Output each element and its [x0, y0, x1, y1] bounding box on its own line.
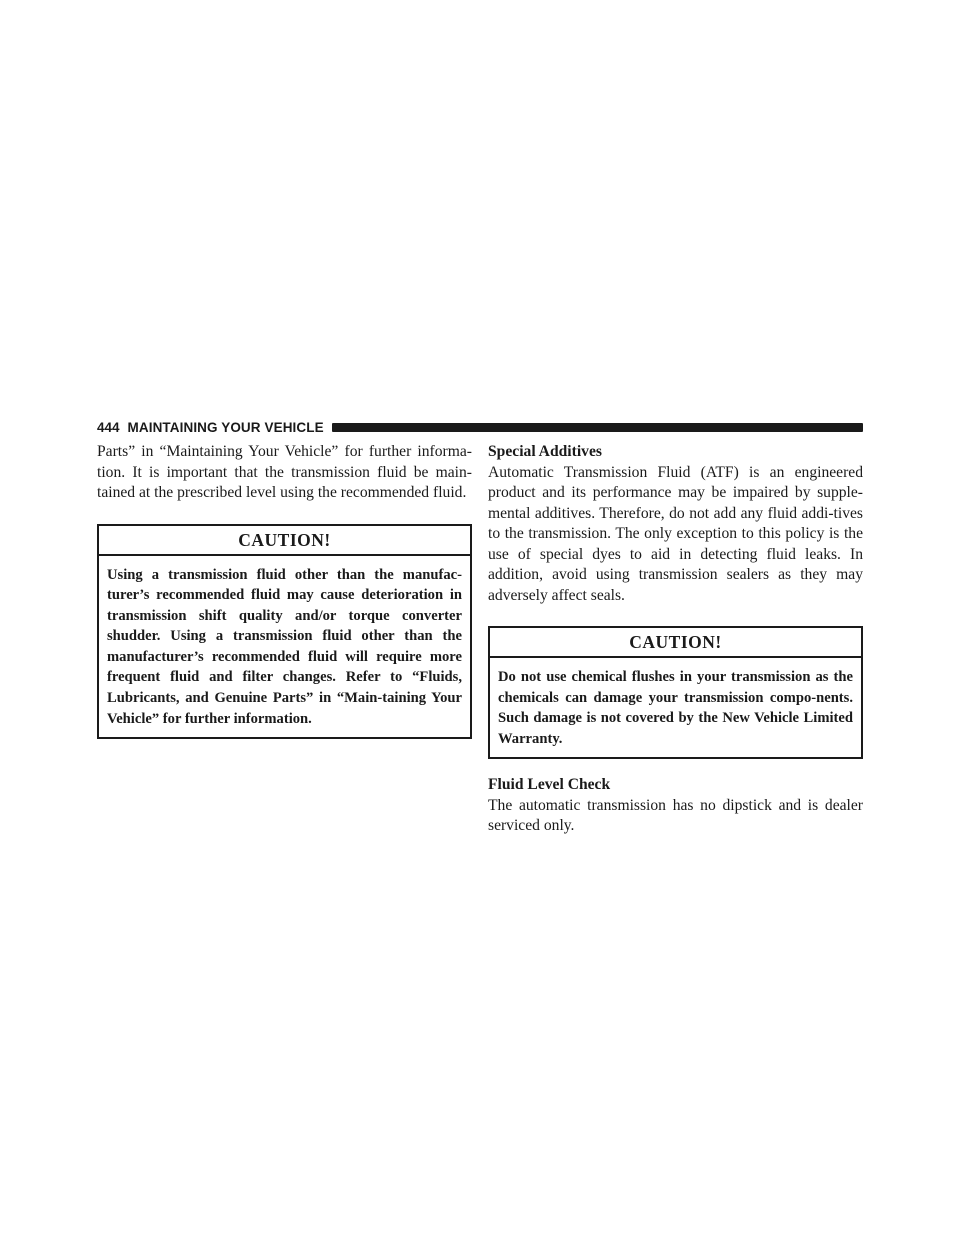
- fluid-level-check-paragraph: The automatic transmission has no dipstick and is dealer serviced only.: [488, 796, 863, 835]
- page-header: [97, 417, 863, 437]
- fluid-level-check-heading: Fluid Level Check: [488, 776, 611, 794]
- caution-body: Using a transmission fluid other than the manufac-turer’s recommended fluid may cause deterioration in transmission shift quality and/or torque converter shudder. Using a transmission fluid other than the manufacturer’s recommended fluid will require more frequent fluid and filter changes. Refer to “Fluids, Lubricants, and Genuine Parts” in “Main-taining Your Vehicle” for further information.: [107, 566, 462, 727]
- caution-body: Do not use chemical flushes in your transmission as the chemicals can damage your transmission compo-nents. Such damage is not covered by the New Vehicle Limited Warranty.: [498, 669, 853, 747]
- header-rule: [332, 423, 863, 432]
- spacer: [488, 759, 863, 775]
- intro-paragraph: Parts” in “Maintaining Your Vehicle” for further informa-tion. It is important that the transmission fluid be main-tained at the prescribed level using the recommended fluid.: [97, 443, 472, 501]
- special-additives-paragraph: Automatic Transmission Fluid (ATF) is an engineered product and its performance may be impaired by supple-mental additives. Therefore, do not add any fluid addi-tives to the transmission. The only exception to this policy is the use of special dyes to aid in detecting fluid leaks. In addition, avoid using transmission sealers as they may adversely affect seals.: [488, 463, 863, 604]
- caution-box-flushes: [488, 626, 863, 759]
- caution-box-fluid: [97, 524, 472, 740]
- page-number: 444: [97, 419, 120, 435]
- section-title: MAINTAINING YOUR VEHICLE: [127, 419, 324, 435]
- left-column: [97, 442, 472, 739]
- caution-title: CAUTION!: [490, 628, 861, 658]
- right-column: [488, 442, 863, 837]
- caution-title: CAUTION!: [99, 526, 470, 556]
- special-additives-heading: Special Additives: [488, 443, 602, 460]
